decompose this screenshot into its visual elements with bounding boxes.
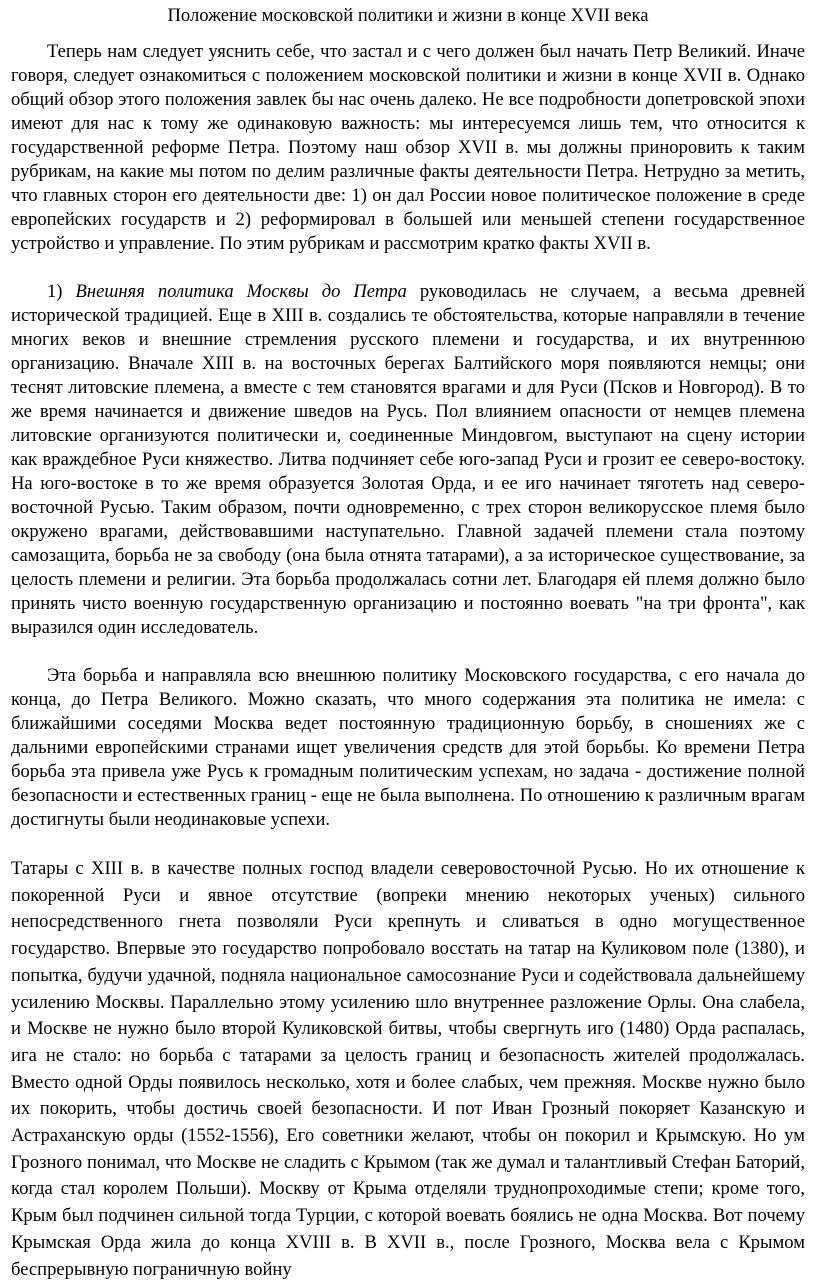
paragraph-4: Татары с XIII в. в качестве полных господ владели северовосточной Русью. Но их отношение к покоренной Руси и явное отсутствие (вопреки мнению некоторых ученых) сильного непосредственного гнета позволяли Руси крепнуть и сливаться в одно могущественное государство. Впервые это государство попробовало восстать на татар на Куликовом поле (1380), и попытка, будучи удачной, подняла национальное самосознание Руси и содействовала дальнейшему усилению Москвы. Параллельно этому усилению шло внутреннее разложение Орлы. Она слабела, и Москве не нужно было второй Куликовской битвы, чтобы свергнуть иго (1480) Орда распалась, ига не стало: но борьба с татарами за целость границ и безопасность жителей продолжалась. Вместо одной Орды появилось несколько, хотя и более слабых, чем прежняя. Москве нужно было их покорить, чтобы достичь своей безопасности. И пот Иван Грозный покоряет Казанскую и Астраханскую орды (1552-1556), Его советники желают, чтобы он покорил и Крымскую. Но ум Грозного понимал, что Москве не сладить с Крымом (так же думал и талантливый Стефан Баторий, когда стал королем Польши). Москву от Крыма отделяли труднопроходимые степи; кроме того, Крым был подчинен сильной тогда Турции, с которой воевать боялись не одна Москва. Вот почему Крымская Орда жила до конца XVIII в. В XVII в., после Грозного, Москва вела с Крымом беспрерывную пограничную войну bbox=[11, 858, 805, 1280]
paragraph-2 bbox=[11, 280, 805, 640]
paragraph-2-number: 1) bbox=[47, 281, 63, 302]
document-title: Положение московской политики и жизни в конце XVII века bbox=[167, 5, 649, 26]
paragraph-1: Теперь нам следует уяснить себе, что застал и с чего должен был начать Петр Великий. Иначе говоря, следует ознакомиться с положением московской политики и жизни в конце XVII в. Однако общий обзор этого положения завлек бы нас очень далеко. Не все подробности допетровской эпохи имеют для нас к тому же одинаковую важность: мы интересуемся лишь тем, что относится к государственной реформе Петра. Поэтому наш обзор XVII в. мы должны приноровить к таким рубрикам, на какие мы потом по делим различные факты деятельности Петра. Нетрудно за метить, что главных сторон его деятельности две: 1) он дал России новое политическое положение в среде европейских государств и 2) реформировал в большей или меньшей степени государственное устройство и управление. По этим рубрикам и рассмотрим кратко факты XVII в. bbox=[11, 41, 805, 254]
paragraph-2-text: руководилась не случаем, а весьма древней исторической традицией. Еще в XIII в. создались те обстоятельства, которые направляли в течение многих веков и внешние стремления русского племени и государства, и их внутреннюю организацию. Вначале XIII в. на восточных берегах Балтийского моря появляются немцы; они теснят литовские племена, а вместе с тем становятся врагами и для Руси (Псков и Новгород). В то же время начинается и движение шведов на Русь. Пол влиянием опасности от немцев племена литовские организуются политически и, соединенные Миндовгом, выступают на сцену истории как враждебное Руси княжество. Литва подчиняет себе юго-запад Руси и грозит ее северо-востоку. На юго-востоке в то же время образуется Золотая Орда, и ее иго начинает тяготеть над северо-восточной Русью. Таким образом, почти одновременно, с трех сторон великорусское племя было окружено врагами, действовавшими наступательно. Главной задачей племени стала поэтому самозащита, борьба не за свободу (она была отнята татарами), а за историческое существование, за целость племени и религии. Эта борьба продолжалась сотни лет. Благодаря ей племя должно было принять чисто военную государственную организацию и постоянно воевать "на три фронта", как выразился один исследователь. bbox=[11, 281, 806, 638]
paragraph-2-italic-heading: Внешняя политика Москвы до Петра bbox=[75, 281, 407, 302]
paragraph-3: Эта борьба и направляла всю внешнюю политику Московского государства, с его начала до конца, до Петра Великого. Можно сказать, что много содержания эта политика не имела: с ближайшими соседями Москва ведет постоянную традиционную борьбу, в сношениях же с дальними европейскими странами ищет увеличения средств для этой борьбы. Ко времени Петра борьба эта привела уже Русь к громадным политическим успехам, но задача - достижение полной безопасности и естественных границ - еще не была выполнена. По отношению к различным врагам достигнуты были неодинаковые успехи. bbox=[11, 665, 805, 830]
